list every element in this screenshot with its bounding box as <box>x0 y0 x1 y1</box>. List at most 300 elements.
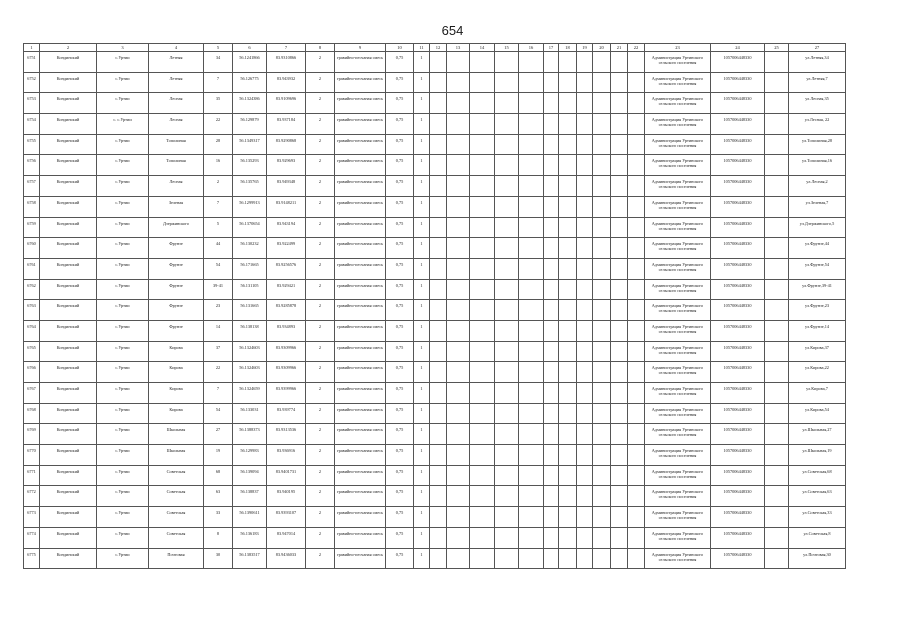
container-count-cell: 1 <box>414 341 430 362</box>
empty-cell <box>559 300 577 321</box>
empty-cell <box>628 196 645 217</box>
latitude-cell: 56.1349317 <box>233 134 267 155</box>
empty-cell <box>495 155 519 176</box>
empty-cell <box>470 383 495 404</box>
latitude-cell: 56.131105 <box>233 279 267 300</box>
empty-cell <box>628 445 645 466</box>
owner-organization-cell: Администрация Уртинского сельского поселения <box>645 258 711 279</box>
empty-cell <box>577 300 593 321</box>
empty-cell <box>577 465 593 486</box>
table-row <box>24 279 846 300</box>
container-count-cell: 1 <box>414 114 430 135</box>
empty-cell <box>765 217 789 238</box>
bin-volume-cell: 0,75 <box>386 486 414 507</box>
column-number-cell: 20 <box>593 44 611 52</box>
row-id-cell: 6770 <box>24 445 40 466</box>
ogrn-cell: 1057006448330 <box>711 424 765 445</box>
settlement-cell: с.Уртии <box>97 134 149 155</box>
owner-organization-cell: Администрация Уртинского сельского поселения <box>645 134 711 155</box>
empty-cell <box>519 320 544 341</box>
bin-volume-cell: 0,75 <box>386 527 414 548</box>
empty-cell <box>430 320 447 341</box>
empty-cell <box>544 548 559 569</box>
empty-cell <box>559 465 577 486</box>
bin-count-cell: 2 <box>306 362 335 383</box>
column-number-cell: 10 <box>386 44 414 52</box>
container-count-cell: 1 <box>414 155 430 176</box>
settlement-cell: с.Уртии <box>97 527 149 548</box>
empty-cell <box>447 403 470 424</box>
bin-volume-cell: 0,75 <box>386 155 414 176</box>
container-count-cell: 1 <box>414 72 430 93</box>
surface-type-cell: гравийно-песчаная смесь <box>335 72 386 93</box>
empty-cell <box>430 527 447 548</box>
container-count-cell: 1 <box>414 258 430 279</box>
surface-type-cell: гравийно-песчаная смесь <box>335 114 386 135</box>
empty-cell <box>593 279 611 300</box>
table-row <box>24 486 846 507</box>
empty-cell <box>495 217 519 238</box>
district-cell: Кондинский <box>40 320 97 341</box>
empty-cell <box>430 176 447 197</box>
ogrn-cell: 1057006448330 <box>711 486 765 507</box>
longitude-cell: 83.9148211 <box>267 196 306 217</box>
row-id-cell: 6758 <box>24 196 40 217</box>
container-count-cell: 1 <box>414 383 430 404</box>
address-cell: ул.Школьная,27 <box>789 424 846 445</box>
table-row <box>24 341 846 362</box>
settlement-cell: с.Уртии <box>97 258 149 279</box>
column-number-cell: 12 <box>430 44 447 52</box>
row-id-cell: 6757 <box>24 176 40 197</box>
settlement-cell: с.Уртии <box>97 72 149 93</box>
empty-cell <box>447 196 470 217</box>
house-number-cell: 63 <box>204 486 233 507</box>
latitude-cell: 56.1324603 <box>233 362 267 383</box>
house-number-cell: 22 <box>204 114 233 135</box>
surface-type-cell: гравийно-песчаная смесь <box>335 176 386 197</box>
empty-cell <box>577 362 593 383</box>
empty-cell <box>519 362 544 383</box>
house-number-cell: 7 <box>204 196 233 217</box>
row-id-cell: 6769 <box>24 424 40 445</box>
table-body <box>24 52 846 569</box>
column-number-cell: 19 <box>577 44 593 52</box>
container-count-cell: 1 <box>414 403 430 424</box>
empty-cell <box>544 93 559 114</box>
bin-volume-cell: 0,75 <box>386 196 414 217</box>
empty-cell <box>430 52 447 73</box>
street-cell: Почтовая <box>149 548 204 569</box>
empty-cell <box>765 134 789 155</box>
container-count-cell: 1 <box>414 445 430 466</box>
address-cell: ул.Фрунзе,54 <box>789 258 846 279</box>
owner-organization-cell: Администрация Уртинского сельского поселения <box>645 300 711 321</box>
empty-cell <box>559 93 577 114</box>
bin-count-cell: 2 <box>306 217 335 238</box>
empty-cell <box>593 403 611 424</box>
column-number-cell: 7 <box>267 44 306 52</box>
surface-type-cell: гравийно-песчаная смесь <box>335 155 386 176</box>
row-id-cell: 6774 <box>24 527 40 548</box>
empty-cell <box>611 383 628 404</box>
longitude-cell: 83.940195 <box>267 486 306 507</box>
empty-cell <box>544 527 559 548</box>
street-cell: Зеленая <box>149 196 204 217</box>
empty-cell <box>593 258 611 279</box>
surface-type-cell: гравийно-песчаная смесь <box>335 341 386 362</box>
surface-type-cell: гравийно-песчаная смесь <box>335 403 386 424</box>
column-number-cell: 23 <box>645 44 711 52</box>
bin-count-cell: 2 <box>306 548 335 569</box>
empty-cell <box>430 114 447 135</box>
bin-volume-cell: 0,75 <box>386 507 414 528</box>
empty-cell <box>470 403 495 424</box>
latitude-cell: 56.1241866 <box>233 52 267 73</box>
empty-cell <box>593 424 611 445</box>
empty-cell <box>544 176 559 197</box>
empty-cell <box>559 341 577 362</box>
bin-volume-cell: 0,75 <box>386 320 414 341</box>
longitude-cell: 83.939774 <box>267 403 306 424</box>
empty-cell <box>544 238 559 259</box>
empty-cell <box>559 486 577 507</box>
empty-cell <box>495 507 519 528</box>
empty-cell <box>544 320 559 341</box>
empty-cell <box>519 383 544 404</box>
address-cell: ул.Советская,68 <box>789 465 846 486</box>
bin-count-cell: 2 <box>306 176 335 197</box>
empty-cell <box>765 341 789 362</box>
empty-cell <box>628 300 645 321</box>
empty-cell <box>628 176 645 197</box>
district-cell: Кондинский <box>40 383 97 404</box>
empty-cell <box>559 403 577 424</box>
district-cell: Кондинский <box>40 527 97 548</box>
street-cell: Фрунзе <box>149 279 204 300</box>
ogrn-cell: 1057006448330 <box>711 52 765 73</box>
empty-cell <box>577 258 593 279</box>
empty-cell <box>447 383 470 404</box>
empty-cell <box>470 155 495 176</box>
street-cell: Кирова <box>149 341 204 362</box>
empty-cell <box>628 114 645 135</box>
empty-cell <box>559 362 577 383</box>
column-number-cell: 13 <box>447 44 470 52</box>
settlement-cell: с.Уртии <box>97 424 149 445</box>
empty-cell <box>559 238 577 259</box>
empty-cell <box>519 465 544 486</box>
row-id-cell: 6755 <box>24 134 40 155</box>
owner-organization-cell: Администрация Уртинского сельского поселения <box>645 527 711 548</box>
column-number-cell: 27 <box>789 44 846 52</box>
bin-volume-cell: 0,75 <box>386 238 414 259</box>
address-cell: ул.Дзержинского,5 <box>789 217 846 238</box>
bin-count-cell: 2 <box>306 72 335 93</box>
house-number-cell: 7 <box>204 383 233 404</box>
empty-cell <box>559 155 577 176</box>
container-count-cell: 1 <box>414 196 430 217</box>
empty-cell <box>519 300 544 321</box>
owner-organization-cell: Администрация Уртинского сельского поселения <box>645 424 711 445</box>
container-count-cell: 1 <box>414 238 430 259</box>
settlement-cell: с.Уртии <box>97 320 149 341</box>
empty-cell <box>519 134 544 155</box>
empty-cell <box>628 383 645 404</box>
bin-count-cell: 2 <box>306 465 335 486</box>
owner-organization-cell: Администрация Уртинского сельского поселения <box>645 114 711 135</box>
latitude-cell: 56.1388373 <box>233 424 267 445</box>
address-cell: ул.Тополиная,28 <box>789 134 846 155</box>
empty-cell <box>559 320 577 341</box>
bin-count-cell: 2 <box>306 52 335 73</box>
empty-cell <box>765 155 789 176</box>
empty-cell <box>519 486 544 507</box>
street-cell: Школьная <box>149 424 204 445</box>
empty-cell <box>447 486 470 507</box>
owner-organization-cell: Администрация Уртинского сельского поселения <box>645 362 711 383</box>
surface-type-cell: гравийно-песчаная смесь <box>335 279 386 300</box>
empty-cell <box>611 114 628 135</box>
empty-cell <box>495 320 519 341</box>
longitude-cell: 83.947014 <box>267 527 306 548</box>
bin-count-cell: 2 <box>306 258 335 279</box>
empty-cell <box>577 383 593 404</box>
empty-cell <box>470 341 495 362</box>
empty-cell <box>495 300 519 321</box>
empty-cell <box>628 424 645 445</box>
latitude-cell: 56.130232 <box>233 238 267 259</box>
empty-cell <box>559 507 577 528</box>
column-number-cell: 8 <box>306 44 335 52</box>
address-cell: ул.Фрунзе,14 <box>789 320 846 341</box>
empty-cell <box>447 527 470 548</box>
empty-cell <box>470 93 495 114</box>
settlement-cell: с.Уртии <box>97 238 149 259</box>
address-cell: ул.Зеленая,7 <box>789 196 846 217</box>
owner-organization-cell: Администрация Уртинского сельского поселения <box>645 320 711 341</box>
empty-cell <box>628 134 645 155</box>
empty-cell <box>593 507 611 528</box>
empty-cell <box>611 217 628 238</box>
owner-organization-cell: Администрация Уртинского сельского поселения <box>645 403 711 424</box>
column-number-cell: 17 <box>544 44 559 52</box>
table-row <box>24 300 846 321</box>
owner-organization-cell: Администрация Уртинского сельского поселения <box>645 217 711 238</box>
district-cell: Кондинский <box>40 548 97 569</box>
empty-cell <box>628 403 645 424</box>
district-cell: Кондинский <box>40 507 97 528</box>
empty-cell <box>470 300 495 321</box>
empty-cell <box>593 134 611 155</box>
empty-cell <box>519 445 544 466</box>
empty-cell <box>430 465 447 486</box>
empty-cell <box>593 93 611 114</box>
house-number-cell: 33 <box>204 507 233 528</box>
bin-count-cell: 2 <box>306 155 335 176</box>
bin-count-cell: 2 <box>306 93 335 114</box>
empty-cell <box>470 548 495 569</box>
empty-cell <box>430 72 447 93</box>
empty-cell <box>470 320 495 341</box>
container-count-cell: 1 <box>414 279 430 300</box>
empty-cell <box>628 362 645 383</box>
house-number-cell: 23 <box>204 300 233 321</box>
longitude-cell: 83.943932 <box>267 72 306 93</box>
empty-cell <box>577 279 593 300</box>
empty-cell <box>611 465 628 486</box>
longitude-cell: 83.9393107 <box>267 507 306 528</box>
empty-cell <box>765 527 789 548</box>
empty-cell <box>628 279 645 300</box>
empty-cell <box>765 424 789 445</box>
column-number-row <box>24 44 846 52</box>
district-cell: Кондинский <box>40 362 97 383</box>
address-cell: ул.Кирова,22 <box>789 362 846 383</box>
empty-cell <box>559 176 577 197</box>
empty-cell <box>765 176 789 197</box>
empty-cell <box>544 72 559 93</box>
empty-cell <box>430 155 447 176</box>
street-cell: Кирова <box>149 362 204 383</box>
empty-cell <box>611 403 628 424</box>
bin-volume-cell: 0,75 <box>386 72 414 93</box>
ogrn-cell: 1057006448330 <box>711 548 765 569</box>
latitude-cell: 56.171665 <box>233 258 267 279</box>
column-number-cell: 14 <box>470 44 495 52</box>
container-count-cell: 1 <box>414 52 430 73</box>
empty-cell <box>765 403 789 424</box>
owner-organization-cell: Администрация Уртинского сельского поселения <box>645 93 711 114</box>
district-cell: Кондинский <box>40 52 97 73</box>
empty-cell <box>495 362 519 383</box>
empty-cell <box>577 72 593 93</box>
owner-organization-cell: Администрация Уртинского сельского поселения <box>645 465 711 486</box>
table-row <box>24 403 846 424</box>
ogrn-cell: 1057006448330 <box>711 279 765 300</box>
longitude-cell: 83.937184 <box>267 114 306 135</box>
house-number-cell: 28 <box>204 134 233 155</box>
row-id-cell: 6756 <box>24 155 40 176</box>
empty-cell <box>430 445 447 466</box>
district-cell: Кондинский <box>40 486 97 507</box>
latitude-cell: 56.1383517 <box>233 548 267 569</box>
page-number: 654 <box>441 23 464 38</box>
column-number-cell: 5 <box>204 44 233 52</box>
empty-cell <box>430 548 447 569</box>
street-cell: Лесная <box>149 114 204 135</box>
district-cell: Кондинский <box>40 217 97 238</box>
row-id-cell: 6775 <box>24 548 40 569</box>
empty-cell <box>611 176 628 197</box>
row-id-cell: 6771 <box>24 465 40 486</box>
district-cell: Кондинский <box>40 258 97 279</box>
empty-cell <box>495 445 519 466</box>
empty-cell <box>447 465 470 486</box>
district-cell: Кондинский <box>40 176 97 197</box>
empty-cell <box>544 217 559 238</box>
empty-cell <box>470 134 495 155</box>
empty-cell <box>593 362 611 383</box>
empty-cell <box>577 527 593 548</box>
empty-cell <box>593 238 611 259</box>
empty-cell <box>519 258 544 279</box>
empty-cell <box>593 155 611 176</box>
surface-type-cell: гравийно-песчаная смесь <box>335 548 386 569</box>
street-cell: Летняя <box>149 52 204 73</box>
bin-volume-cell: 0,75 <box>386 114 414 135</box>
empty-cell <box>519 403 544 424</box>
district-cell: Кондинский <box>40 238 97 259</box>
surface-type-cell: гравийно-песчаная смесь <box>335 134 386 155</box>
empty-cell <box>611 258 628 279</box>
empty-cell <box>519 52 544 73</box>
latitude-cell: 56.135293 <box>233 155 267 176</box>
column-number-cell: 24 <box>711 44 765 52</box>
empty-cell <box>430 279 447 300</box>
row-id-cell: 6762 <box>24 279 40 300</box>
empty-cell <box>447 52 470 73</box>
empty-cell <box>447 424 470 445</box>
house-number-cell: 35 <box>204 93 233 114</box>
table-row <box>24 134 846 155</box>
bin-volume-cell: 0,75 <box>386 52 414 73</box>
empty-cell <box>447 300 470 321</box>
longitude-cell: 83.9256576 <box>267 258 306 279</box>
empty-cell <box>470 52 495 73</box>
empty-cell <box>765 445 789 466</box>
ogrn-cell: 1057006448330 <box>711 196 765 217</box>
empty-cell <box>430 362 447 383</box>
latitude-cell: 56.139094 <box>233 465 267 486</box>
empty-cell <box>544 114 559 135</box>
settlement-cell: с.Уртии <box>97 445 149 466</box>
empty-cell <box>628 155 645 176</box>
street-cell: Советская <box>149 527 204 548</box>
surface-type-cell: гравийно-песчаная смесь <box>335 486 386 507</box>
latitude-cell: 56.135765 <box>233 176 267 197</box>
settlement-cell: с.Уртии <box>97 93 149 114</box>
empty-cell <box>430 383 447 404</box>
empty-cell <box>611 238 628 259</box>
empty-cell <box>611 196 628 217</box>
empty-cell <box>470 279 495 300</box>
empty-cell <box>470 196 495 217</box>
empty-cell <box>519 507 544 528</box>
address-cell: ул.Лесная,2 <box>789 176 846 197</box>
empty-cell <box>544 362 559 383</box>
latitude-cell: 56.1299913 <box>233 196 267 217</box>
bin-volume-cell: 0,75 <box>386 362 414 383</box>
empty-cell <box>447 341 470 362</box>
row-id-cell: 6768 <box>24 403 40 424</box>
table-row <box>24 52 846 73</box>
empty-cell <box>628 93 645 114</box>
column-number-cell: 25 <box>765 44 789 52</box>
bin-volume-cell: 0,75 <box>386 300 414 321</box>
container-count-cell: 1 <box>414 300 430 321</box>
house-number-cell: 34 <box>204 52 233 73</box>
empty-cell <box>593 341 611 362</box>
address-cell: ул.Кирова,37 <box>789 341 846 362</box>
longitude-cell: 83.949348 <box>267 176 306 197</box>
empty-cell <box>495 238 519 259</box>
district-cell: Кондинский <box>40 72 97 93</box>
house-number-cell: 54 <box>204 258 233 279</box>
empty-cell <box>611 424 628 445</box>
column-number-cell: 21 <box>611 44 628 52</box>
empty-cell <box>628 486 645 507</box>
